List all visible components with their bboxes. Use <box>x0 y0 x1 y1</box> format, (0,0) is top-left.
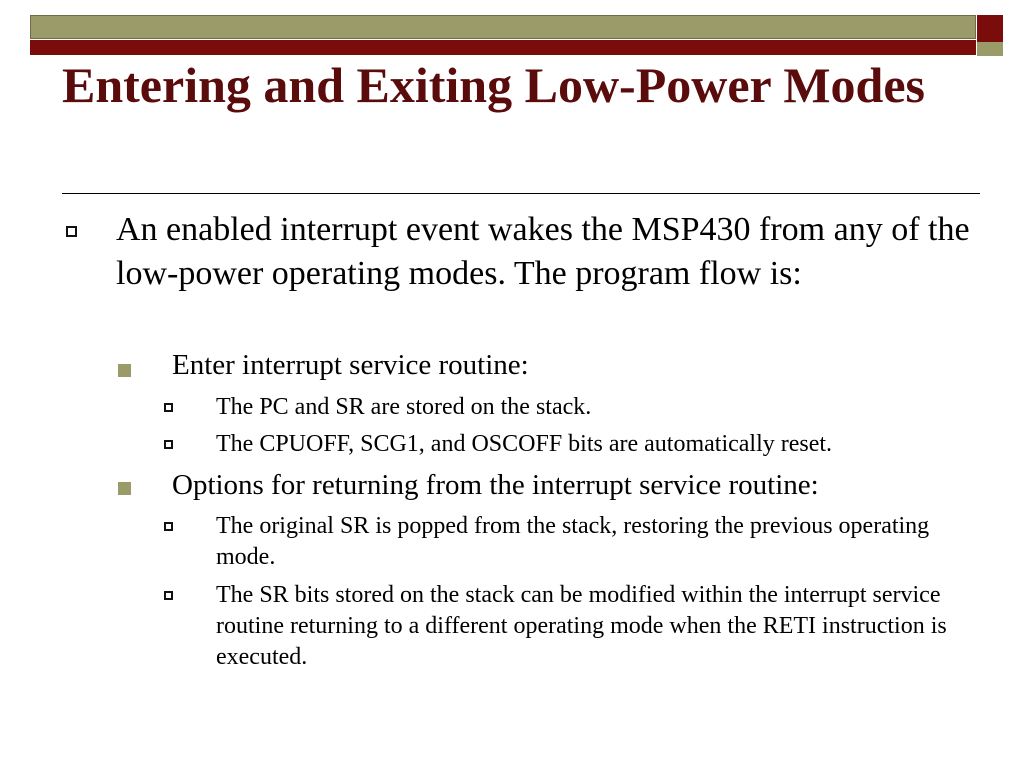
header-bar <box>30 15 976 39</box>
hollow-square-bullet-icon <box>66 226 77 237</box>
sub-point-text: The SR bits stored on the stack can be modified within the interrupt service routine returning to a different operating mode when the RETI instruction is executed. <box>216 582 947 670</box>
corner-block-red <box>977 15 1003 42</box>
corner-block-olive <box>977 42 1003 56</box>
sub-item-label: Enter interrupt service routine: <box>172 349 529 381</box>
filled-square-bullet-icon <box>118 364 131 377</box>
small-hollow-square-bullet-icon <box>164 440 173 449</box>
title-divider <box>62 193 980 194</box>
slide-title: Entering and Exiting Low-Power Modes <box>62 57 925 113</box>
small-hollow-square-bullet-icon <box>164 522 173 531</box>
sub-point-text: The PC and SR are stored on the stack. <box>216 394 592 420</box>
main-bullet-text: An enabled interrupt event wakes the MSP430 from any of the low-power operating modes. The program flow is: <box>116 211 970 292</box>
small-hollow-square-bullet-icon <box>164 403 173 412</box>
sub-item-label: Options for returning from the interrupt service routine: <box>172 469 819 501</box>
sub-point-text: The CPUOFF, SCG1, and OSCOFF bits are automatically reset. <box>216 431 833 457</box>
filled-square-bullet-icon <box>118 482 131 495</box>
small-hollow-square-bullet-icon <box>164 591 173 600</box>
sub-point-text: The original SR is popped from the stack, restoring the previous operating mode. <box>216 513 930 570</box>
